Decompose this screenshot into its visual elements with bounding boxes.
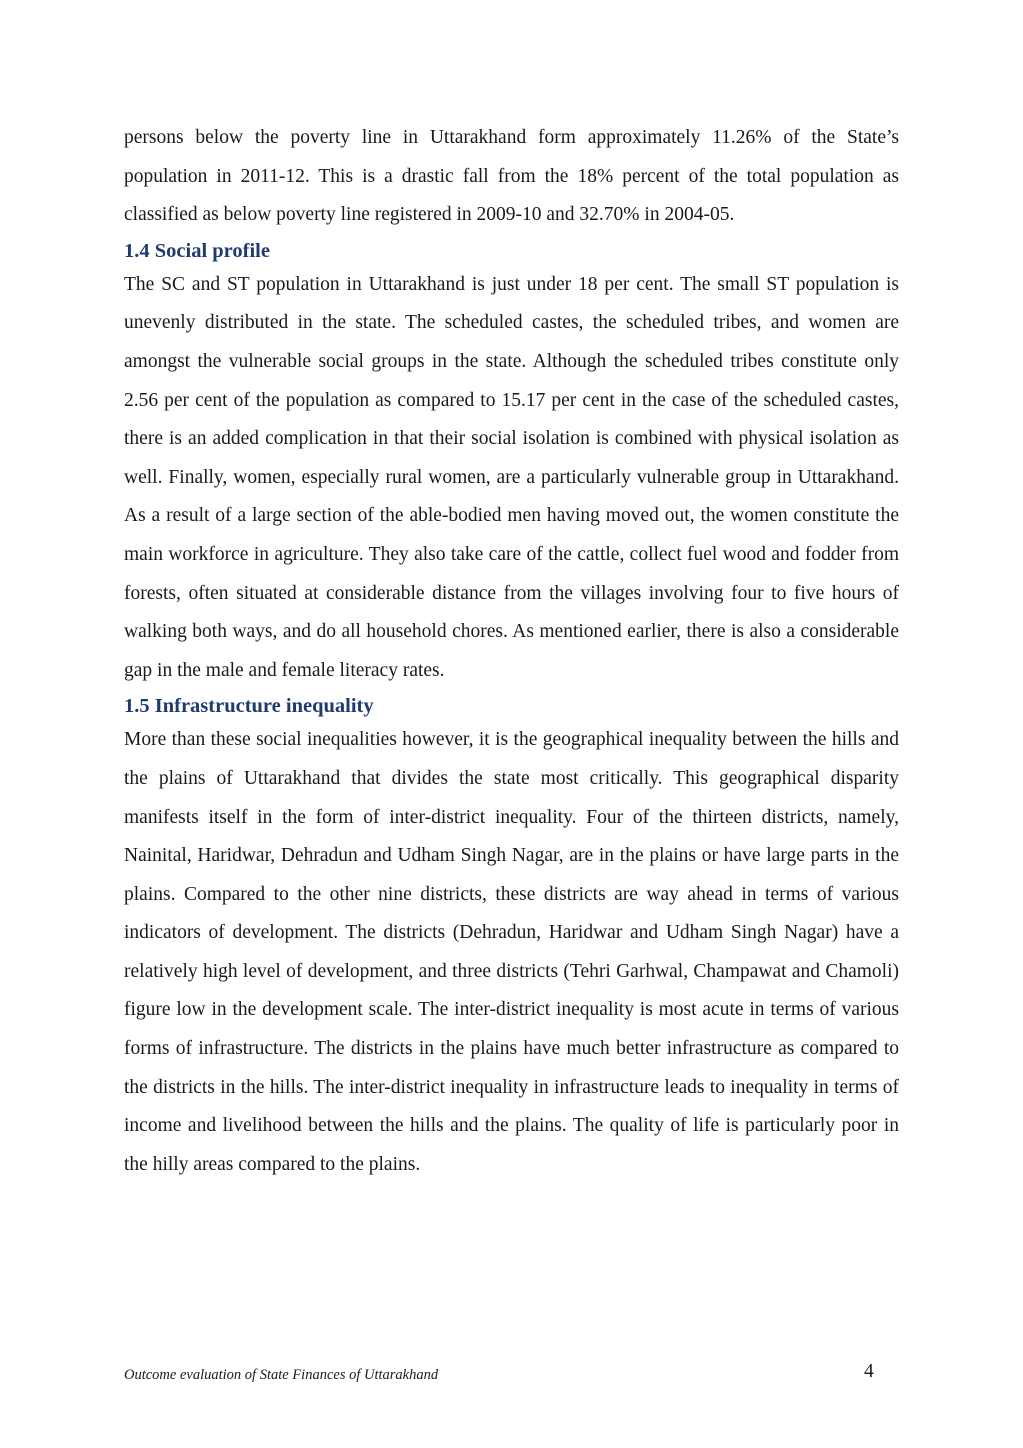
section-heading-infrastructure-inequality: 1.5 Infrastructure inequality: [124, 695, 374, 718]
section-heading-social-profile: 1.4 Social profile: [124, 239, 270, 262]
intro-paragraph: persons below the poverty line in Uttarakhand form approximately 11.26% of the State’s population in 2011-12. This is a drastic fall from the 18% percent of the total population as classified as below poverty line registered in 2009-10 and 32.70% in 2004-05.: [124, 127, 899, 226]
footer-document-title: Outcome evaluation of State Finances of Uttarakhand: [124, 1367, 439, 1383]
page-number: 4: [864, 1361, 874, 1382]
page-body: [124, 119, 899, 1184]
infrastructure-inequality-paragraph: More than these social inequalities however, it is the geographical inequality between the hills and the plains of Uttarakhand that divides the state most critically. This geographical disparity manifests itself in the form of inter-district inequality. Four of the thirteen districts, namely, Nainital, Haridwar, Dehradun and Udham Singh Nagar, are in the plains or have large parts in the plains. Compared to the other nine districts, these districts are way ahead in terms of various indicators of development. The districts (Dehradun, Haridwar and Udham Singh Nagar) have a relatively high level of development, and three districts (Tehri Garhwal, Champawat and Chamoli) figure low in the development scale. The inter-district inequality is most acute in terms of various forms of infrastructure. The districts in the plains have much better infrastructure as compared to the districts in the hills. The inter-district inequality in infrastructure leads to inequality in terms of income and livelihood between the hills and the plains. The quality of life is particularly poor in the hilly areas compared to the plains.: [124, 729, 899, 1175]
social-profile-paragraph: The SC and ST population in Uttarakhand is just under 18 per cent. The small ST population is unevenly distributed in the state. The scheduled castes, the scheduled tribes, and women are amongst the vulnerable social groups in the state. Although the scheduled tribes constitute only 2.56 per cent of the population as compared to 15.17 per cent in the case of the scheduled castes, there is an added complication in that their social isolation is combined with physical isolation as well. Finally, women, especially rural women, are a particularly vulnerable group in Uttarakhand. As a result of a large section of the able-bodied men having moved out, the women constitute the main workforce in agriculture. They also take care of the cattle, collect fuel wood and fodder from forests, often situated at considerable distance from the villages involving four to five hours of walking both ways, and do all household chores. As mentioned earlier, there is also a considerable gap in the male and female literacy rates.: [124, 273, 899, 681]
